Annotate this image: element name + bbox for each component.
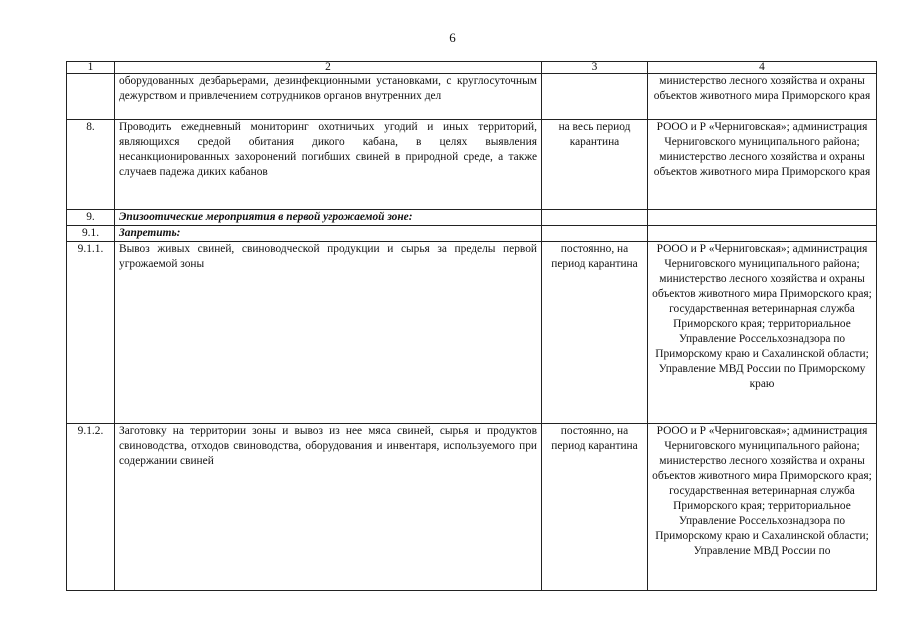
- column-number: 3: [542, 62, 648, 74]
- table-row: [67, 242, 877, 424]
- measure-text: Заготовку на территории зоны и вывоз из нее мяса свиней, сырья и продуктов свиноводства, отходов свиноводства, оборудования и инвентаря, используемого при содержании свиней: [115, 424, 542, 591]
- measure-responsible: РООО и Р «Черниговская»; администрация Черниговского муниципального района; министерство лесного хозяйства и охраны объектов животного мира Приморского края; государственная ветеринарная служба Приморского края; территориальное Управление Россельхознадзора по Приморскому краю и Сахалинской области; Управление МВД России по Приморскому краю: [648, 242, 877, 424]
- measure-responsible: [648, 226, 877, 242]
- item-number: 9.1.1.: [67, 242, 115, 424]
- column-number-row: [67, 62, 877, 74]
- page-number: 6: [449, 30, 456, 45]
- table-row: [67, 226, 877, 242]
- table-row: [67, 120, 877, 210]
- measure-period: [542, 210, 648, 226]
- measure-period: на весь период карантина: [542, 120, 648, 210]
- item-number: 9.1.: [67, 226, 115, 242]
- column-number: 2: [115, 62, 542, 74]
- table-row: [67, 424, 877, 591]
- measure-responsible: РООО и Р «Черниговская»; администрация Черниговского муниципального района; министерство лесного хозяйства и охраны объектов животного мира Приморского края; государственная ветеринарная служба Приморского края; территориальное Управление Россельхознадзора по Приморскому краю и Сахалинской области; Управление МВД России по: [648, 424, 877, 591]
- section-heading: Эпизоотические мероприятия в первой угрожаемой зоне:: [115, 210, 542, 226]
- measure-period: [542, 226, 648, 242]
- column-number: 4: [648, 62, 877, 74]
- measure-responsible: РООО и Р «Черниговская»; администрация Черниговского муниципального района; министерство лесного хозяйства и охраны объектов животного мира Приморского края: [648, 120, 877, 210]
- measure-text: Проводить ежедневный мониторинг охотничьих угодий и иных территорий, являющихся средой обитания дикого кабана, в целях выявления несанкционированных захоронений погибших свиней в природной среде, а также случаев падежа диких кабанов: [115, 120, 542, 210]
- measure-responsible: [648, 210, 877, 226]
- measure-text: оборудованных дезбарьерами, дезинфекционными установками, с круглосуточным дежурством и привлечением сотрудников органов внутренних дел: [115, 74, 542, 120]
- item-number: [67, 74, 115, 120]
- subsection-heading: Запретить:: [115, 226, 542, 242]
- item-number: 9.: [67, 210, 115, 226]
- item-number: 8.: [67, 120, 115, 210]
- table-row: [67, 74, 877, 120]
- measure-period: постоянно, на период карантина: [542, 424, 648, 591]
- measure-period: постоянно, на период карантина: [542, 242, 648, 424]
- item-number: 9.1.2.: [67, 424, 115, 591]
- table-row: [67, 210, 877, 226]
- measure-text: Вывоз живых свиней, свиноводческой продукции и сырья за пределы первой угрожаемой зоны: [115, 242, 542, 424]
- measure-period: [542, 74, 648, 120]
- measure-responsible: министерство лесного хозяйства и охраны объектов животного мира Приморского края: [648, 74, 877, 120]
- column-number: 1: [67, 62, 115, 74]
- measures-table: [66, 61, 877, 591]
